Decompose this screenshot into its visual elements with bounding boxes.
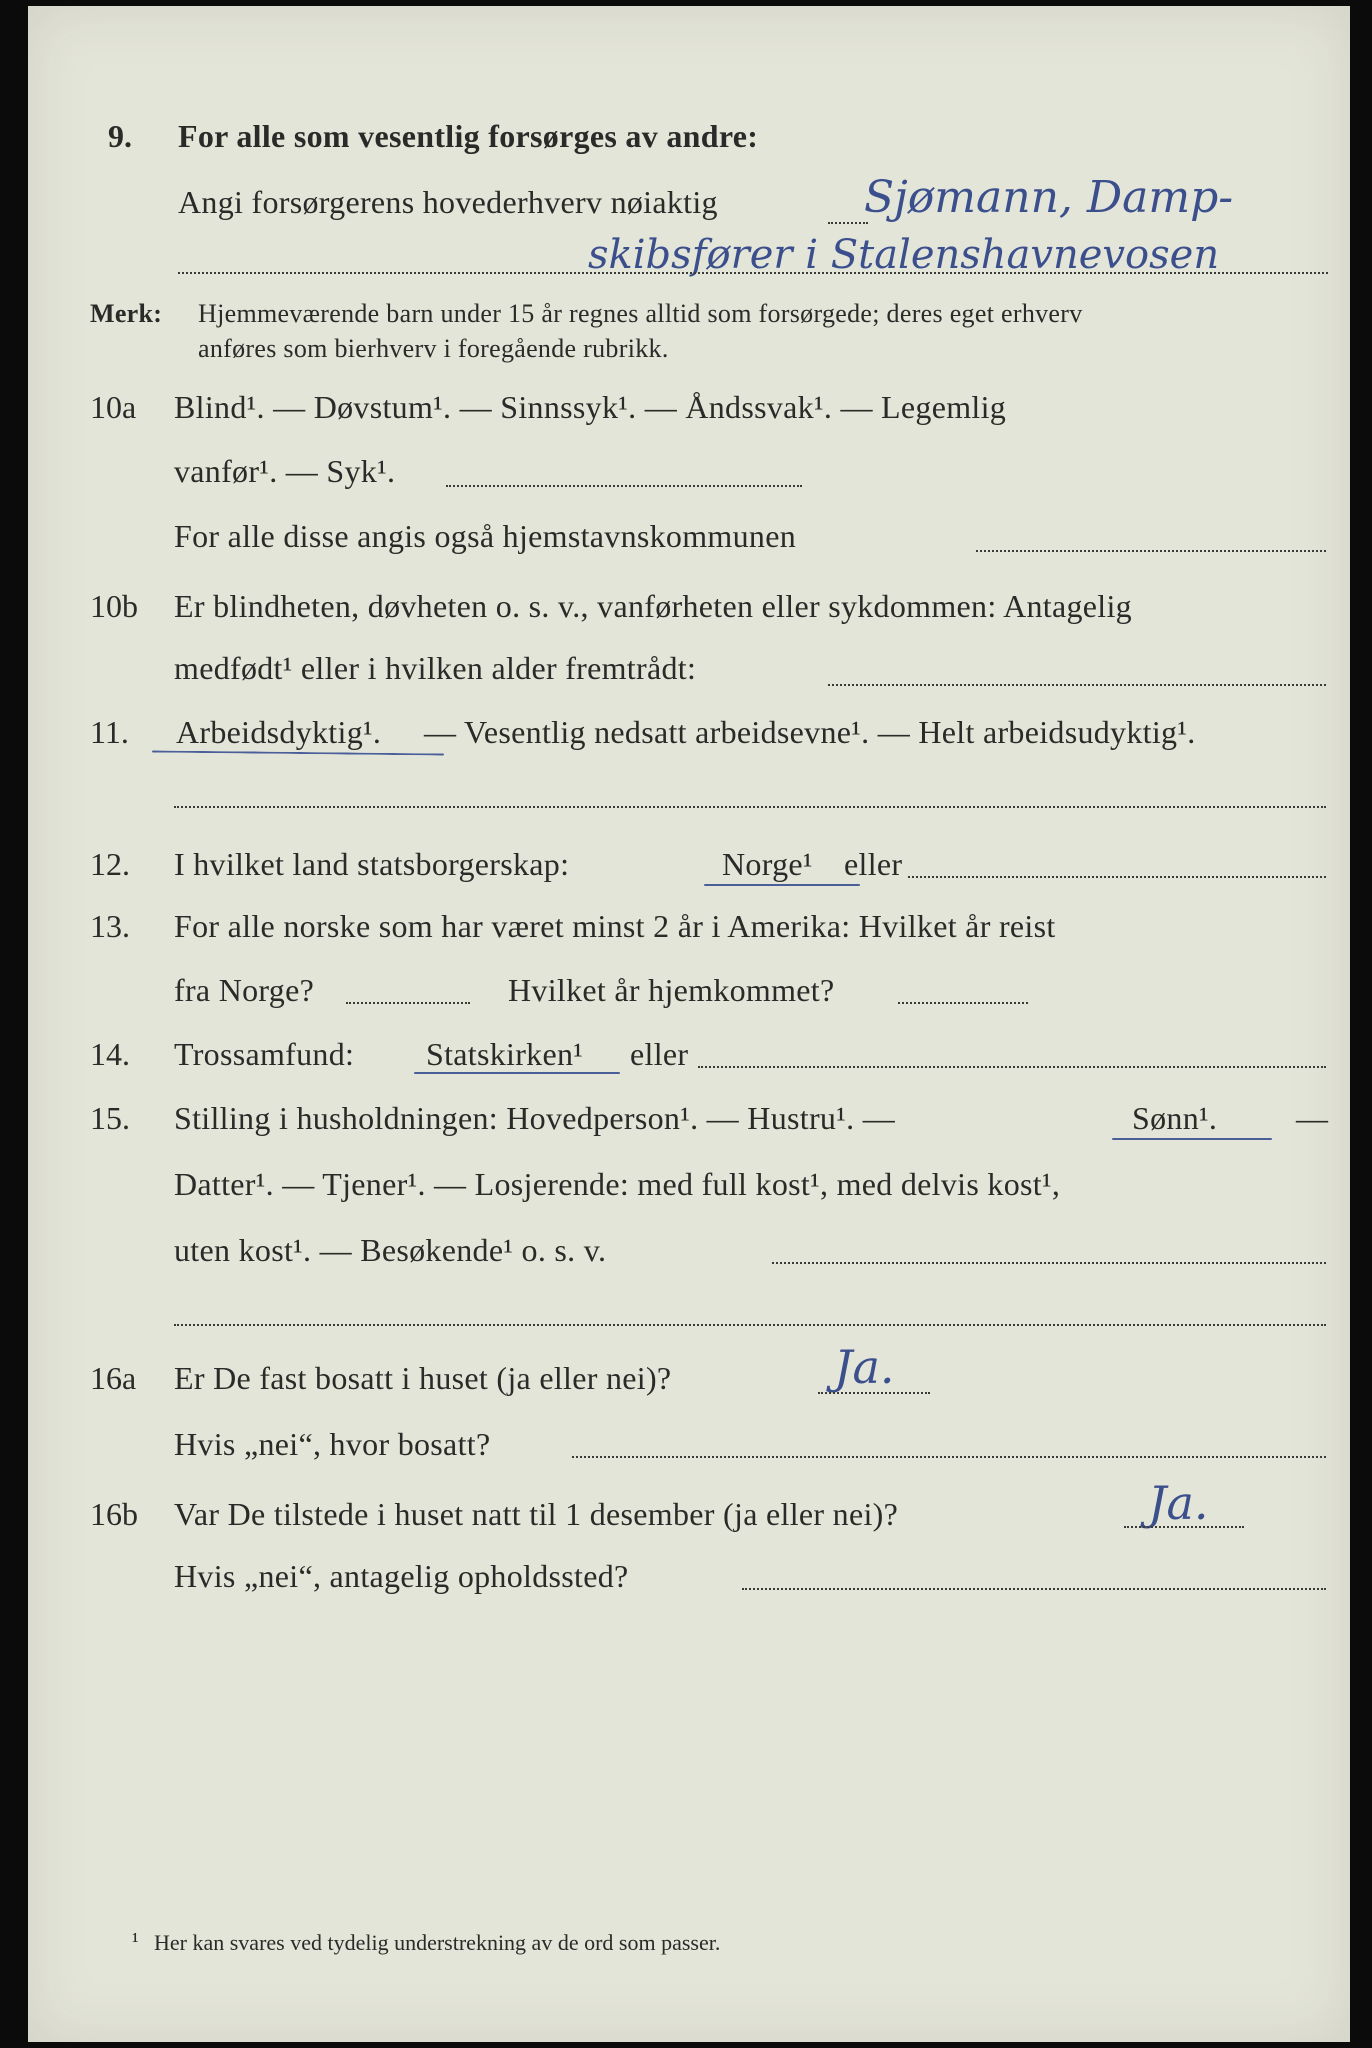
q16b-line2: Hvis „nei“, antagelig opholdssted? <box>174 1558 629 1594</box>
q9-answer-line1: Sjømann, Damp- <box>864 172 1234 223</box>
census-form-page <box>28 6 1350 2042</box>
q15-number: 15. <box>90 1100 130 1136</box>
q9-answer-line2: skibsfører i Stalenshavnevosen <box>588 232 1220 278</box>
q13-number: 13. <box>90 908 130 944</box>
q15-line1-dash: — <box>1296 1100 1329 1136</box>
q16a-dotted-line-2 <box>572 1456 1326 1458</box>
q13-line2b: Hvilket år hjemkommet? <box>508 972 835 1008</box>
q11-handwritten-underline <box>152 750 444 755</box>
q10b-number: 10b <box>90 588 138 624</box>
q10a-line2: vanfør¹. — Syk¹. <box>174 453 396 489</box>
q16a-answer: Ja. <box>834 1340 895 1394</box>
q16b-answer: Ja. <box>1148 1476 1209 1530</box>
q9-line2: Angi forsørgerens hovederhverv nøiaktig <box>178 184 718 220</box>
q14-eller: eller <box>630 1036 689 1072</box>
q11-rest: — Vesentlig nedsatt arbeidsevne¹. — Helt arbeidsudyktig¹. <box>424 714 1196 750</box>
q16a-line2: Hvis „nei“, hvor bosatt? <box>174 1426 491 1462</box>
q16b-number: 16b <box>90 1496 138 1532</box>
q11-number: 11. <box>90 714 129 750</box>
q10b-line2: medfødt¹ eller i hvilken alder fremtrådt: <box>174 650 697 686</box>
q12-text: I hvilket land statsborgerskap: <box>174 846 570 882</box>
q16a-dotted-line-1 <box>818 1392 930 1394</box>
q9-line1: For alle som vesentlig forsørges av andre: <box>178 118 759 154</box>
q14-option-statskirken: Statskirken¹ <box>426 1036 584 1072</box>
footnote-text: Her kan svares ved tydelig understrekning av de ord som passer. <box>154 1930 721 1955</box>
q10a-dotted-line-2 <box>976 550 1326 552</box>
q15-line3: uten kost¹. — Besøkende¹ o. s. v. <box>174 1232 607 1268</box>
q11-dotted-line <box>174 806 1326 808</box>
merk-line2: anføres som bierhverv i foregående rubrikk. <box>198 334 669 363</box>
q12-handwritten-underline <box>704 884 860 886</box>
q14-handwritten-underline <box>414 1072 620 1074</box>
q9-dotted-line-1 <box>828 222 868 224</box>
q15-line1: Stilling i husholdningen: Hovedperson¹. — Hustru¹. — <box>174 1100 895 1136</box>
q13-line2a: fra Norge? <box>174 972 315 1008</box>
q14-number: 14. <box>90 1036 130 1072</box>
q11-option-arbeidsdyktig: Arbeidsdyktig¹. <box>176 714 382 750</box>
q9-dotted-line-2 <box>178 272 1328 274</box>
q10a-line3: For alle disse angis også hjemstavnskommunen <box>174 518 797 554</box>
q15-option-sonn: Sønn¹. <box>1132 1100 1218 1136</box>
q10b-line1: Er blindheten, døvheten o. s. v., vanførheten eller sykdommen: Antagelig <box>174 588 1132 624</box>
merk-line1: Hjemmeværende barn under 15 år regnes alltid som forsørgede; deres eget erhverv <box>198 299 1083 328</box>
q15-dotted-line-1 <box>772 1262 1326 1264</box>
q15-dotted-line-2 <box>174 1324 1326 1326</box>
q10a-dotted-line-1 <box>446 485 802 487</box>
q13-dotted-line-1 <box>346 1002 470 1004</box>
q15-handwritten-underline <box>1112 1138 1272 1140</box>
q16b-line1: Var De tilstede i huset natt til 1 desember (ja eller nei)? <box>174 1496 899 1532</box>
q14-text: Trossamfund: <box>174 1036 355 1072</box>
footnote-marker: ¹ <box>132 1928 139 1953</box>
q16b-dotted-line-2 <box>742 1588 1326 1590</box>
q12-eller: eller <box>844 846 903 882</box>
q10a-line1: Blind¹. — Døvstum¹. — Sinnssyk¹. — Åndssvak¹. — Legemlig <box>174 389 1007 425</box>
q13-line1: For alle norske som har været minst 2 år i Amerika: Hvilket år reist <box>174 908 1056 944</box>
q12-dotted-line <box>908 876 1326 878</box>
q16a-number: 16a <box>90 1360 137 1396</box>
q12-number: 12. <box>90 846 130 882</box>
q15-line2: Datter¹. — Tjener¹. — Losjerende: med full kost¹, med delvis kost¹, <box>174 1166 1061 1202</box>
q12-option-norge: Norge¹ <box>722 846 813 882</box>
q14-dotted-line <box>698 1066 1326 1068</box>
q16b-dotted-line-1 <box>1124 1526 1244 1528</box>
q10a-number: 10a <box>90 389 137 425</box>
merk-label: Merk: <box>90 299 163 328</box>
q16a-line1: Er De fast bosatt i huset (ja eller nei)? <box>174 1360 672 1396</box>
q9-number: 9. <box>108 118 132 154</box>
q13-dotted-line-2 <box>898 1002 1028 1004</box>
q10b-dotted-line <box>828 684 1326 686</box>
